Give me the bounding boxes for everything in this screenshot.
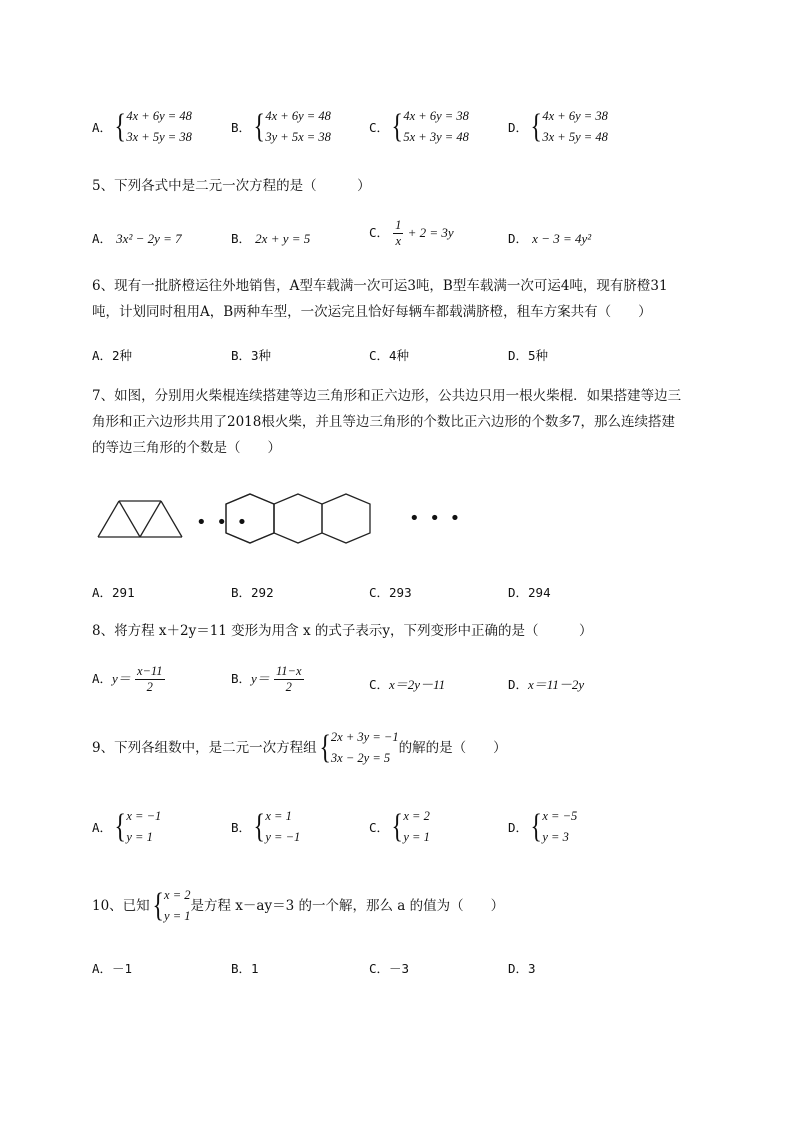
- option-label: A．: [92, 820, 113, 835]
- expression: x＝11－2y: [528, 677, 585, 692]
- fraction-numerator: x−11: [136, 664, 163, 678]
- equation: y = 1: [164, 909, 191, 923]
- q8-option-a: [92, 664, 165, 695]
- brace: {: [114, 108, 126, 145]
- option-label: A．: [92, 671, 113, 686]
- option-label: B．: [231, 671, 252, 686]
- brace: {: [253, 808, 265, 845]
- q6-line-2: 吨，计划同时租用A，B两种车型，一次运完且恰好每辆车都载满脐橙，租车方案共有（ ）: [92, 304, 652, 320]
- equation: 4x + 6y = 48: [126, 109, 192, 123]
- brace: {: [253, 108, 265, 145]
- fraction-numerator: 11−x: [275, 664, 302, 678]
- option-label: B．: [231, 231, 252, 246]
- q4-option-c: [369, 106, 469, 148]
- equation: 2x + 3y = −1: [330, 730, 399, 744]
- fraction: [274, 664, 304, 695]
- fraction-denominator: 2: [146, 680, 153, 694]
- equation: y = 1: [126, 830, 153, 844]
- q10-stem: [92, 885, 504, 927]
- q5-option-d: [508, 229, 591, 247]
- equation: y = −1: [265, 830, 301, 844]
- q7-line-3: 的等边三角形的个数是（ ）: [92, 440, 281, 456]
- equation: 3x − 2y = 5: [330, 751, 391, 765]
- matchstick-figure: [94, 485, 454, 551]
- option-label: C．: [369, 120, 390, 135]
- q6-option-b: B．3种: [231, 348, 272, 363]
- equation: x = 1: [265, 809, 292, 823]
- q7-option-c: C．293: [369, 585, 412, 600]
- q8-option-c: [369, 674, 445, 693]
- option-label: C．: [369, 225, 390, 240]
- q5-text: 5、下列各式中是二元一次方程的是（ ）: [92, 178, 371, 194]
- equation: x = 2: [403, 809, 430, 823]
- fraction-denominator: 2: [285, 680, 292, 694]
- equation: 4x + 6y = 38: [403, 109, 469, 123]
- q9-stem: [92, 727, 507, 769]
- brace: {: [152, 887, 164, 924]
- q9-option-a: [92, 806, 161, 848]
- option-label: D．: [508, 820, 529, 835]
- q6-line-1: 6、现有一批脐橙运往外地销售，A型车载满一次可运3吨，B型车载满一次可运4吨，现有脐橙31: [92, 278, 668, 294]
- equation: y = 3: [542, 830, 569, 844]
- expression: x＝2y－11: [389, 677, 446, 692]
- q4-option-b: [231, 106, 331, 148]
- q8-option-d: [508, 674, 584, 693]
- expression: y＝: [112, 671, 131, 686]
- q7-option-a: A．291: [92, 585, 135, 600]
- equation: y = 1: [403, 830, 430, 844]
- expression: + 2 = 3y: [407, 225, 454, 240]
- triangle-edge: [98, 501, 119, 537]
- equation: 3x + 5y = 38: [126, 130, 192, 144]
- option-label: B．: [231, 120, 252, 135]
- q10-suffix: 是方程 x－ay＝3 的一个解，那么 a 的值为（ ）: [190, 897, 505, 914]
- triangles-shape: [98, 501, 182, 537]
- q5-option-b: [231, 229, 310, 247]
- ellipsis-dots-2: • • •: [409, 508, 463, 529]
- option-label: D．: [508, 677, 529, 692]
- equation: 4x + 6y = 38: [542, 109, 608, 123]
- equation: 5x + 3y = 48: [403, 130, 469, 144]
- equation: 3y + 5x = 38: [265, 130, 331, 144]
- q6-option-d: D．5种: [508, 348, 549, 363]
- brace: {: [391, 808, 403, 845]
- equation: x = −5: [542, 809, 578, 823]
- q7-line-1: 7、如图，分别用火柴棍连续搭建等边三角形和正六边形，公共边只用一根火柴棍．如果搭建等边三: [92, 388, 682, 404]
- q9-prefix: 9、下列各组数中，是二元一次方程组: [92, 739, 317, 756]
- q9-option-d: [508, 806, 577, 848]
- hexagon: [322, 494, 370, 543]
- brace: {: [530, 108, 542, 145]
- expression: 2x + y = 5: [255, 231, 311, 246]
- q7-line-2: 角形和正六边形共用了2018根火柴，并且等边三角形的个数比正六边形的个数多7，那么连续搭建: [92, 414, 675, 430]
- q7-option-d: D．294: [508, 585, 551, 600]
- q10-option-b: B．1: [231, 961, 259, 976]
- ellipsis-dots-1: • • •: [196, 512, 250, 533]
- option-label: D．: [508, 231, 529, 246]
- fraction-numerator: 1: [395, 218, 402, 232]
- option-label: A．: [92, 120, 113, 135]
- expression: 3x² − 2y = 7: [116, 231, 182, 246]
- q5-option-a: [92, 229, 182, 247]
- q6-option-a: A．2种: [92, 348, 133, 363]
- equation: x = 2: [164, 888, 191, 902]
- hexagon: [274, 494, 322, 543]
- brace: {: [391, 108, 403, 145]
- q8-option-b: [231, 664, 304, 695]
- q9-option-c: [369, 806, 430, 848]
- q6-option-c: C．4种: [369, 348, 410, 363]
- option-label: C．: [369, 820, 390, 835]
- fraction: [135, 664, 165, 695]
- expression: x − 3 = 4y²: [532, 231, 592, 246]
- fraction: [393, 218, 403, 249]
- brace: {: [114, 808, 126, 845]
- option-label: A．: [92, 231, 113, 246]
- option-label: D．: [508, 120, 529, 135]
- equation: x = −1: [126, 809, 162, 823]
- triangle-edge: [161, 501, 182, 537]
- q8-text: 8、将方程 x＋2y＝11 变形为用含 x 的式子表示y，下列变形中正确的是（ ）: [92, 623, 593, 639]
- equation: 3x + 5y = 48: [542, 130, 608, 144]
- option-label: C．: [369, 677, 390, 692]
- option-label: B．: [231, 820, 252, 835]
- q9-suffix: 的解的是（ ）: [398, 739, 507, 756]
- fraction-denominator: x: [395, 234, 402, 248]
- q5-option-c: [369, 218, 454, 249]
- expression: y＝: [251, 671, 270, 686]
- triangle-edge: [140, 501, 161, 537]
- q10-option-d: D．3: [508, 961, 536, 976]
- triangle-edge: [119, 501, 140, 537]
- q10-option-a: A．－1: [92, 961, 133, 976]
- q10-option-c: C．－3: [369, 961, 410, 976]
- q10-prefix: 10、已知: [92, 897, 150, 914]
- equation: 4x + 6y = 48: [265, 109, 331, 123]
- q4-option-a: [92, 106, 192, 148]
- matchstick-figure-svg: [94, 485, 454, 551]
- brace: {: [319, 729, 331, 766]
- q4-option-d: [508, 106, 608, 148]
- q7-option-b: B．292: [231, 585, 274, 600]
- brace: {: [530, 808, 542, 845]
- q9-option-b: [231, 806, 300, 848]
